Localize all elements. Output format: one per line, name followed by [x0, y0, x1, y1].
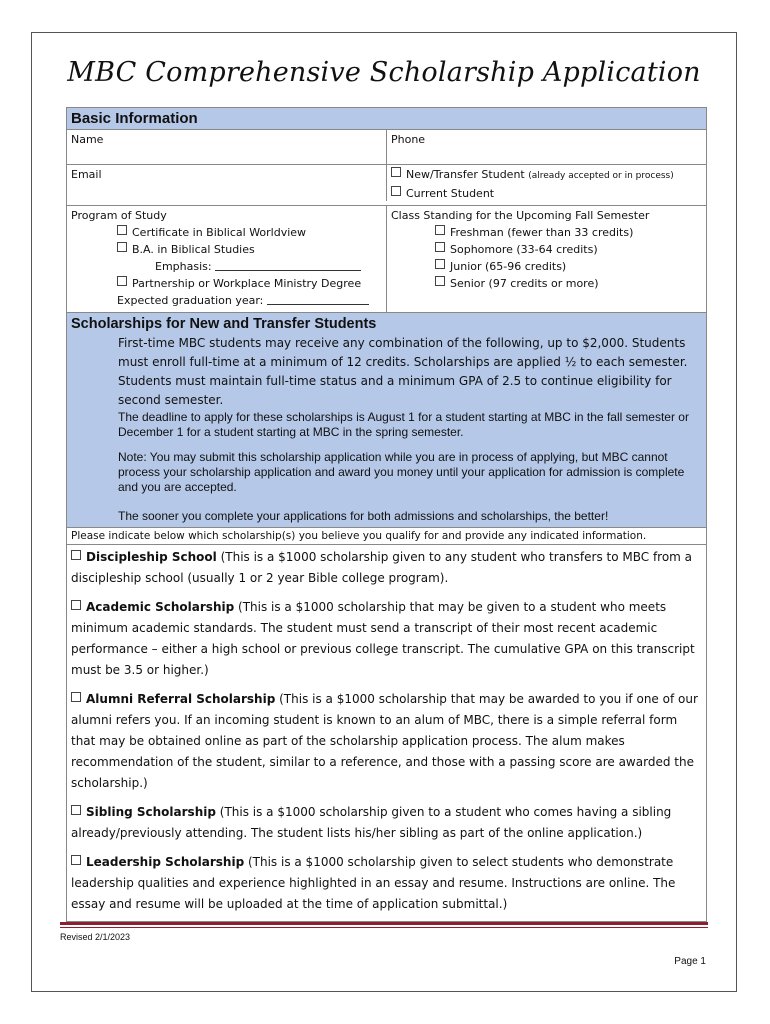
program-label: Program of Study	[71, 209, 167, 222]
standing-freshman[interactable]: Freshman (fewer than 33 credits)	[391, 224, 702, 241]
scholarship-list	[66, 545, 707, 922]
scholarship-desc: (This is a $1000 scholarship given to any student who transfers to MBC from a discipleship school (usually 1 or 2 year Bible college program).	[71, 550, 693, 585]
scholarship-discipleship	[71, 547, 702, 589]
standing-junior[interactable]: Junior (65-96 credits)	[391, 258, 702, 275]
email-type-row	[66, 164, 707, 205]
checkbox-icon[interactable]	[117, 276, 127, 286]
program-option-ba[interactable]: B.A. in Biblical Studies	[71, 241, 382, 258]
scholarships-note: Note: You may submit this scholarship application while you are in process of applying, but MBC cannot process your scholarship application and award you money until your application for admission is complete and you are accepted.	[118, 450, 685, 494]
application-form	[66, 107, 707, 922]
scholarship-name: Sibling Scholarship	[86, 805, 216, 819]
checkbox-icon[interactable]	[435, 242, 445, 252]
scholarship-name: Leadership Scholarship	[86, 855, 245, 869]
program-standing-row	[66, 205, 707, 312]
checkbox-icon[interactable]	[391, 167, 401, 177]
name-field[interactable]	[67, 130, 387, 164]
basic-info-header: Basic Information	[66, 107, 707, 130]
email-label: Email	[71, 168, 102, 181]
checkbox-icon[interactable]	[71, 600, 81, 610]
scholarship-name: Alumni Referral Scholarship	[86, 692, 276, 706]
checkbox-icon[interactable]	[71, 805, 81, 815]
page-title: MBC Comprehensive Scholarship Application	[67, 57, 701, 88]
checkbox-icon[interactable]	[71, 692, 81, 702]
emphasis-field[interactable]: Emphasis:	[71, 258, 382, 275]
scholarships-info-panel	[66, 312, 707, 528]
checkbox-icon[interactable]	[71, 550, 81, 560]
scholarship-academic	[71, 597, 702, 681]
form-page	[31, 32, 737, 992]
student-type-current[interactable]: Current Student	[391, 185, 702, 202]
scholarships-sooner: The sooner you complete your applications for both admissions and scholarships, the better!	[118, 509, 609, 523]
page-number: Page 1	[674, 956, 706, 967]
footer-rule	[60, 922, 708, 925]
grad-year-field[interactable]: Expected graduation year:	[71, 292, 382, 309]
email-field[interactable]	[67, 165, 387, 201]
scholarships-header: Scholarships for New and Transfer Students	[71, 316, 377, 332]
scholarship-name: Academic Scholarship	[86, 600, 235, 614]
scholarship-alumni-referral	[71, 689, 702, 794]
checkbox-icon[interactable]	[435, 225, 445, 235]
scholarships-intro: First-time MBC students may receive any combination of the following, up to $2,000. Students must enroll full-time at a minimum of 12 credits. Scholarships are applied ½ to each semester. Students must maintain full-time status and a minimum GPA of 2.5 to continue eligibility for second semester.	[118, 336, 688, 407]
scholarship-desc: (This is a $1000 scholarship that may be awarded to you if one of our alumni refers you. If an incoming student is known to an alum of MBC, there is a simple referral form that may be obtained online as part of the scholarship application process. The alum makes recommendation of the student, similar to a reference, and those with a passing score are awarded the scholarship.)	[71, 692, 698, 790]
phone-label: Phone	[391, 133, 426, 146]
scholarship-desc: (This is a $1000 scholarship given to a student who comes having a sibling already/previously attending. The student lists his/her sibling as part of the online application.)	[71, 805, 672, 840]
checkbox-icon[interactable]	[117, 242, 127, 252]
standing-senior[interactable]: Senior (97 credits or more)	[391, 275, 702, 292]
class-standing-label: Class Standing for the Upcoming Fall Semester	[391, 209, 650, 222]
checkbox-icon[interactable]	[71, 855, 81, 865]
revised-date: Revised 2/1/2023	[60, 932, 131, 942]
program-of-study-group	[67, 206, 387, 312]
name-label: Name	[71, 133, 104, 146]
scholarship-desc: (This is a $1000 scholarship given to select students who demonstrate leadership qualities and experience highlighted in an essay and resume. Instructions are online. The essay and resume will be uploaded at the time of application submittal.)	[71, 855, 676, 911]
grad-year-blank[interactable]	[267, 294, 369, 305]
checkbox-icon[interactable]	[117, 225, 127, 235]
scholarships-deadline: The deadline to apply for these scholarships is August 1 for a student starting at MBC in the fall semester or December 1 for a student starting at MBC in the spring semester.	[118, 410, 689, 439]
checkbox-icon[interactable]	[435, 259, 445, 269]
student-type-group	[387, 165, 706, 205]
class-standing-group	[387, 206, 706, 312]
student-type-new[interactable]: New/Transfer Student (already accepted or in process)	[391, 166, 702, 185]
scholarship-name: Discipleship School	[86, 550, 217, 564]
scholarship-desc: (This is a $1000 scholarship that may be given to a student who meets minimum academic standards. The student must send a transcript of their most recent academic performance – either a high school or previous college transcript. The cumulative GPA on this transcript must be 3.5 or higher.)	[71, 600, 695, 677]
program-option-certificate[interactable]: Certificate in Biblical Worldview	[71, 224, 382, 241]
name-phone-row	[66, 130, 707, 164]
scholarship-sibling	[71, 802, 702, 844]
checkbox-icon[interactable]	[391, 186, 401, 196]
scholarship-instruction: Please indicate below which scholarship(s) you believe you qualify for and provide any indicated information.	[66, 528, 707, 545]
footer-rule-thin	[60, 927, 708, 928]
emphasis-blank[interactable]	[215, 260, 361, 271]
scholarship-leadership	[71, 852, 702, 915]
checkbox-icon[interactable]	[435, 276, 445, 286]
phone-field[interactable]	[387, 130, 706, 164]
program-option-partnership[interactable]: Partnership or Workplace Ministry Degree	[71, 275, 382, 292]
standing-sophomore[interactable]: Sophomore (33-64 credits)	[391, 241, 702, 258]
